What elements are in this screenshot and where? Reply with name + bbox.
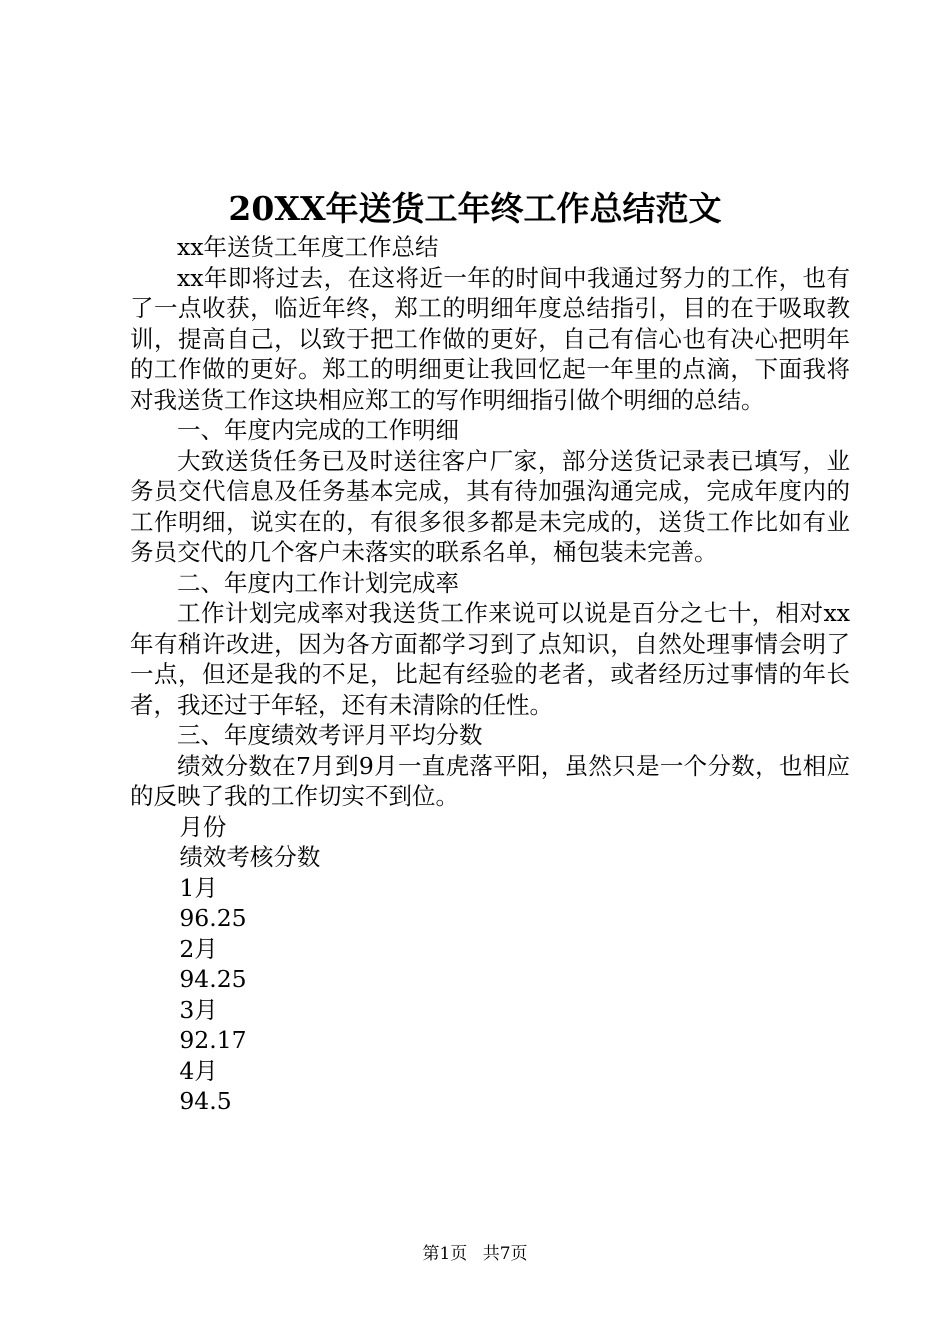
table-cell-month: 2月 xyxy=(179,934,218,963)
paragraph-section-2: 工作计划完成率对我送货工作来说可以说是百分之七十，相对xx年有稍许改进，因为各方面都学习到了点知识，自然处理事情会明了一点，但还是我的不足，比起有经验的老者，或者经历过事情的年长者，我还过于年轻，还有未清除的任性。 xyxy=(130,599,850,719)
page-footer xyxy=(0,1242,950,1266)
page-total: 共7页 xyxy=(482,1244,528,1264)
table-cell-score: 96.25 xyxy=(179,904,247,932)
table-cell-score: 94.5 xyxy=(179,1087,232,1115)
section-heading-2: 二、年度内工作计划完成率 xyxy=(177,568,459,597)
paragraph-section-1: 大致送货任务已及时送往客户厂家，部分送货记录表已填写，业务员交代信息及任务基本完成，其有待加强沟通完成，完成年度内的工作明细，说实在的，有很多很多都是未完成的，送货工作比如有业务员交代的几个客户未落实的联系名单，桶包装未完善。 xyxy=(130,446,850,566)
table-cell-score: 94.25 xyxy=(179,965,247,993)
table-header-score: 绩效考核分数 xyxy=(179,843,321,871)
table-cell-month: 1月 xyxy=(179,873,218,902)
page-number: 第1页 xyxy=(422,1244,468,1264)
table-cell-month: 4月 xyxy=(179,1056,218,1085)
document-body xyxy=(130,232,850,1117)
paragraph-intro: xx年即将过去，在这将近一年的时间中我通过努力的工作，也有了一点收获，临近年终，郑工的明细年度总结指引，目的在于吸取教训，提高自己，以致于把工作做的更好，自己有信心也有决心把明年的工作做的更好。郑工的明细更让我回忆起一年里的点滴，下面我将对我送货工作这块相应郑工的写作明细指引做个明细的总结。 xyxy=(130,263,850,414)
table-header-month: 月份 xyxy=(179,812,227,841)
section-heading-1: 一、年度内完成的工作明细 xyxy=(177,416,459,444)
table-cell-month: 3月 xyxy=(179,995,218,1024)
score-table xyxy=(130,812,850,1117)
section-heading-3: 三、年度绩效考评月平均分数 xyxy=(177,721,483,749)
table-cell-score: 92.17 xyxy=(179,1026,247,1054)
document-title: 20XX年送货工年终工作总结范文 xyxy=(228,189,722,228)
paragraph-section-3: 绩效分数在7月到9月一直虎落平阳，虽然只是一个分数，也相应的反映了我的工作切实不到位。 xyxy=(130,751,850,810)
paragraph-subtitle: xx年送货工年度工作总结 xyxy=(177,233,439,261)
